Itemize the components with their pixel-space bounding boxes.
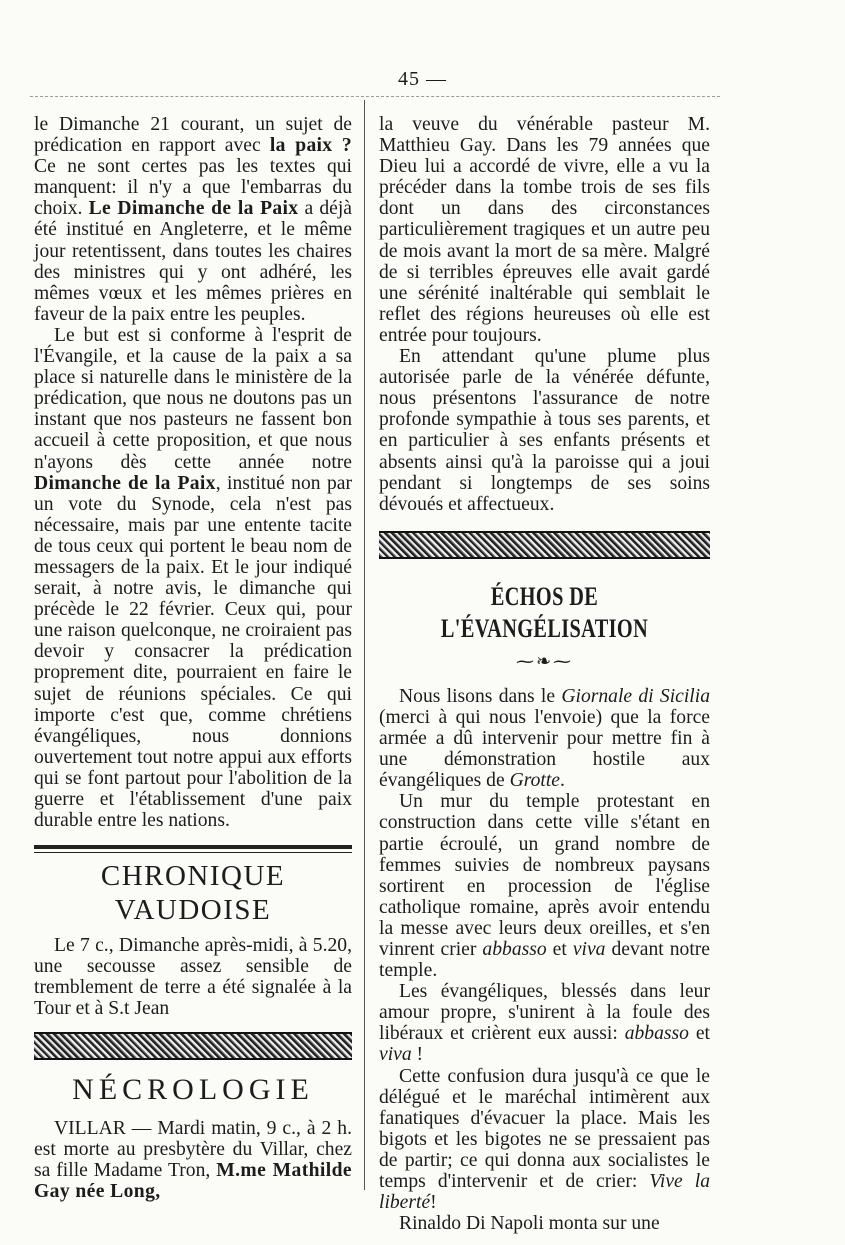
left-column [34,114,352,1202]
necrologie-closing: En attendant qu'une plume plus autorisée parle de la vénérée défunte, nous présentons l'assurance de notre profonde sympathie à tous ses parents, et en particulier à ses enfants présents et absents ainsi qu'à la paroisse qui a joui pendant si longtemps de ses soins dévoués et affectueux. [379,346,710,515]
echos-paragraph-2 [379,791,710,981]
text-run: Nous lisons dans le [399,685,562,707]
italic-run: abbasso [624,1023,689,1045]
necrologie-continuation: la veuve du vénérable pasteur M. Matthieu Gay. Dans les 79 années que Dieu lui a accordé de vivre, elle a vu la précéder dans la tombe trois de ses fils dont un dans des circonstances particulièrement tragiques et un autre peu de mois avant la mort de sa mère. Malgré de si terribles épreuves elle avait gardé une sérénité inaltérable qui semblait le reflet des régions heureuses où elle est entrée pour toujours. [379,114,710,346]
text-run: Ce ne sont certes pas les textes qui manquent: il n'y a que l'embarras du choix. [34,156,352,220]
chronique-heading: CHRONIQUE VAUDOISE [100,860,286,927]
intro-paragraph [34,114,352,325]
echos-paragraph-3 [379,981,710,1065]
text-run: Le but est si conforme à l'esprit de l'Évangile, et la cause de la paix a sa place si naturelle dans le ministère de la prédication, que nous ne doutons pas un instant que nos pasteurs ne fassent bon accueil à cette proposition, et que nous n'ayons dès cette année notre [34,324,352,473]
text-run: ! [411,1044,424,1066]
italic-run: viva [379,1044,412,1066]
necrologie-heading: NÉCROLOGIE [72,1072,314,1106]
text-run: , institué non par un vote du Synode, cela n'est pas nécessaire, mais par une entente tacite de tous ceux qui portent le beau nom de messagers de la paix. Et le jour indiqué serait, à notre avis, le dimanche qui précède le 22 février. Ceux qui, pour une raison quelconque, ne croiraient pas devoir y consacrer la prédication proprement dite, pourraient en faire le sujet de réunions spéciales. Ce qui importe c'est que, comme chrétiens évangéliques, nous donnions ouvertement tout notre appui aux efforts qui se font partout pour l'abolition de la guerre et l'établissement d'une paix durable entre les nations. [34,472,352,832]
text-run: . [560,770,565,792]
text-run: Un mur du temple protestant en construction dans cette ville s'étant en partie écroulé, un grand nombre de femmes suivies de nombreux paysans sortirent en procession de l'église catholique romaine, après avoir entendu la messe avec leurs deux oreilles, et s'en vinrent crier [379,791,710,960]
section-rule-thin [34,852,352,853]
deceased-name: M.me Mathilde Gay née Long, [34,1159,353,1202]
text-run: Les évangéliques, blessés dans leur amour propre, s'unirent à la foule des libéraux et crièrent eux aussi: [379,981,710,1045]
section-rule-thick [34,845,352,849]
chronique-text: Le 7 c., Dimanche après-midi, à 5.20, une secousse assez sensible de tremblement de terre a été signalée à la Tour et à S.t Jean [34,935,352,1020]
text-run: Cette confusion dura jusqu'à ce que le délégué et le maréchal intimèrent aux fanatiques d'évacuer la place. Mais les bigots et les bigotes ne se pressaient pas de partir; ce qui donna aux socialistes le temps d'intervenir et de crier: [379,1065,710,1193]
echos-paragraph-5: Rinaldo Di Napoli monta sur une [399,1213,660,1235]
header-rule [30,96,720,97]
bold-run: Dimanche de la Paix [34,472,216,494]
necrologie-lead: VILLAR — Mardi matin, 9 c., à 2 h. est morte au presbytère du Villar, chez sa fille Madame Tron, [34,1117,352,1181]
text-run: devant notre temple. [379,939,710,982]
bold-run: la paix ? [269,135,352,157]
italic-run: Vive la liberté [379,1171,710,1214]
text-run: le Dimanche 21 courant, un sujet de prédication en rapport avec [34,114,352,157]
text-run: a déjà été institué en Angleterre, et le même jour retentissent, dans toutes les chaires des ministres qui y ont adhéré, les mêmes vœux et les mêmes prières en faveur de la paix entre les peuples. [34,198,352,325]
page-number: 45 — [398,68,447,90]
text-run: (merci à qui nous l'envoie) que la force armée a dû intervenir pour mettre fin à une démonstration hostile aux évangéliques de [379,706,710,792]
right-column [379,114,710,1234]
italic-run: Giornale di Sicilia [561,685,710,707]
italic-run: viva [572,939,606,960]
necrologie-text [34,1118,352,1202]
echos-heading: ÉCHOS DE L'ÉVANGÉLISATION [440,581,649,643]
italic-run: abbasso [482,939,547,960]
ornamental-band [379,531,710,559]
column-divider [364,100,365,1190]
echos-paragraph-4 [379,1066,710,1214]
peace-sunday-paragraph [34,325,352,831]
text-run: et [688,1023,710,1045]
italic-run: Grotte [509,770,561,792]
text-run: ! [430,1192,437,1214]
flourish-ornament: ⁓❧⁓ [515,650,574,671]
text-run: et [546,939,573,960]
ornamental-band [34,1032,352,1060]
bold-run: Le Dimanche de la Paix [88,198,299,220]
echos-paragraph-1 [379,686,710,791]
